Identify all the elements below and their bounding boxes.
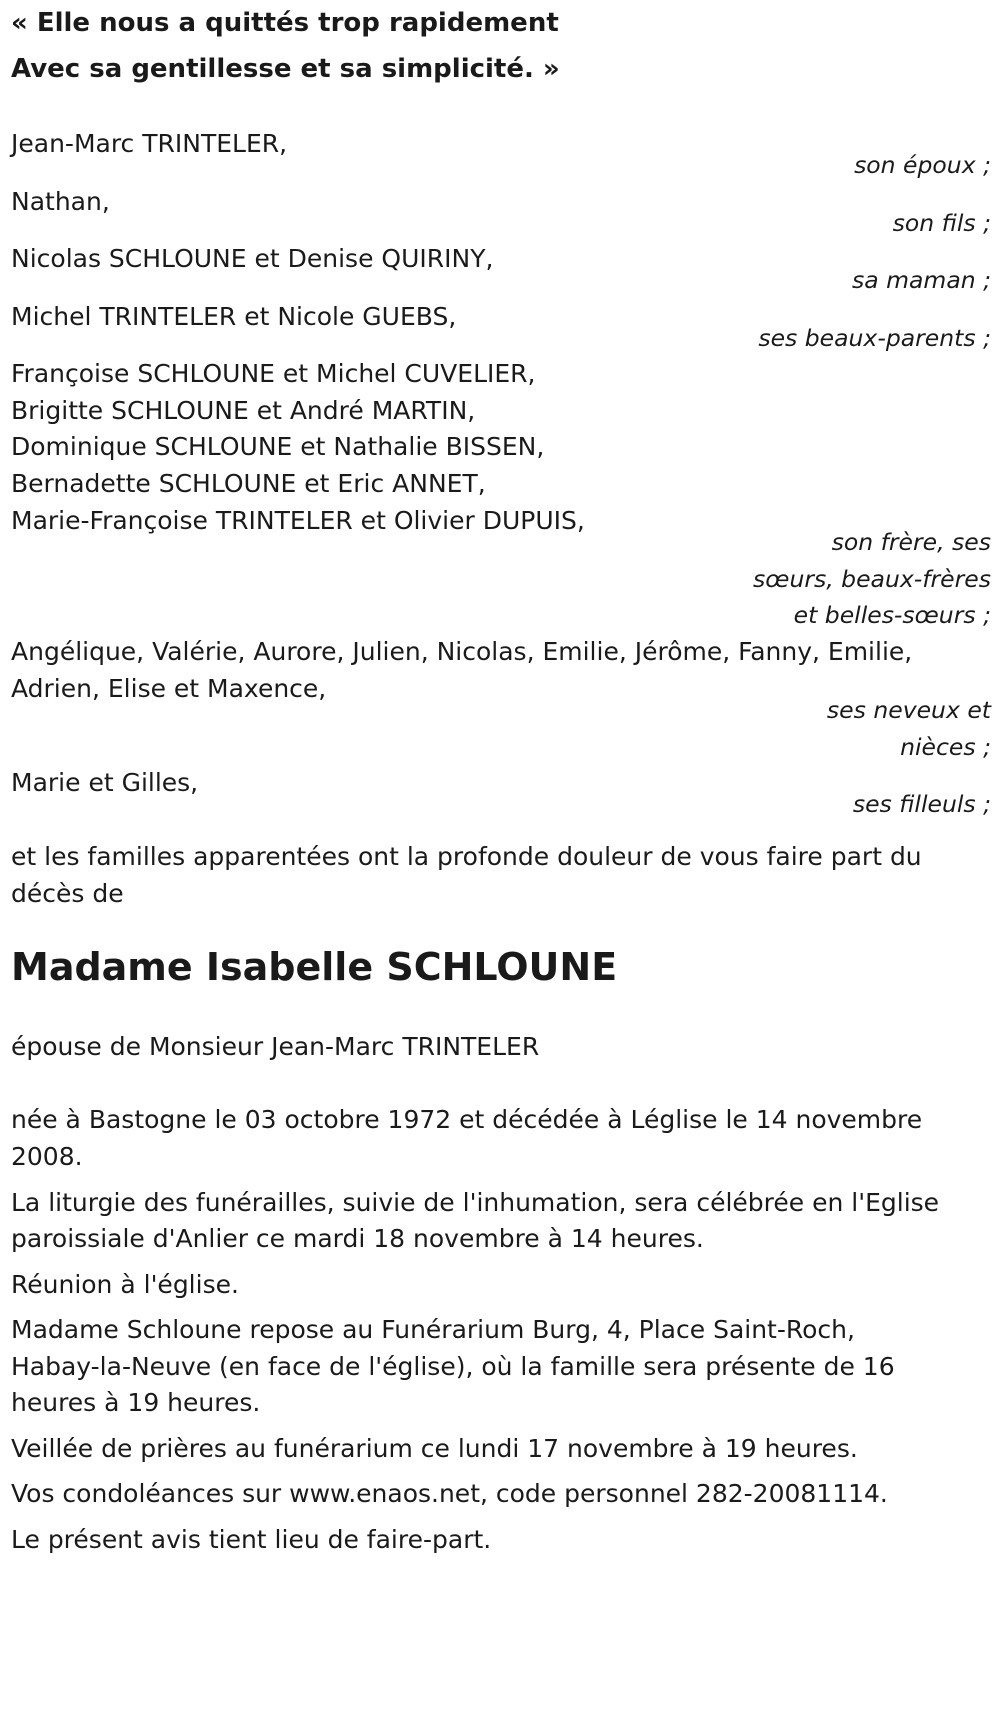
liturgy-line-1: La liturgie des funérailles, suivie de l'inhumation, sera célébrée en l'Eglise [11,1188,940,1217]
family-name-line: Dominique SCHLOUNE et Nathalie BISSEN, [11,432,545,461]
family-name-line: Angélique, Valérie, Aurore, Julien, Nicolas, Emilie, Jérôme, Fanny, Emilie, [11,637,913,666]
family-relation: ses beaux-parents ; [758,324,991,352]
deceased-name: Madame Isabelle SCHLOUNE [11,945,618,989]
condolences-line: Vos condoléances sur www.enaos.net, code personnel 282-20081114. [11,1479,888,1508]
family-relation: ses filleuls ; [852,790,991,818]
notice-line: Le présent avis tient lieu de faire-part. [11,1525,492,1554]
spouse-line: épouse de Monsieur Jean-Marc TRINTELER [11,1032,540,1061]
announcement-line-1: et les familles apparentées ont la profonde douleur de vous faire part du [11,842,922,871]
repose-line-2: Habay-la-Neuve (en face de l'église), où la famille sera présente de 16 [11,1352,895,1381]
family-relation: son frère, ses [831,528,991,556]
epigraph-line-2: Avec sa gentillesse et sa simplicité. » [11,54,560,84]
birth-death-line-1: née à Bastogne le 03 octobre 1972 et décédée à Léglise le 14 novembre [11,1105,923,1134]
family-relation: son époux ; [854,151,991,179]
liturgy-line-2: paroissiale d'Anlier ce mardi 18 novembre à 14 heures. [11,1224,704,1253]
repose-line-3: heures à 19 heures. [11,1388,261,1417]
family-relation: nièces ; [900,733,991,761]
repose-line-1: Madame Schloune repose au Funérarium Burg, 4, Place Saint-Roch, [11,1315,855,1344]
family-name-line: Marie et Gilles, [11,768,199,797]
epigraph-line-1: « Elle nous a quittés trop rapidement [11,8,559,38]
family-name-line: Adrien, Elise et Maxence, [11,674,327,703]
family-name-line: Bernadette SCHLOUNE et Eric ANNET, [11,469,486,498]
family-name-line: Françoise SCHLOUNE et Michel CUVELIER, [11,359,536,388]
birth-death-line-2: 2008. [11,1142,83,1171]
family-name-line: Nathan, [11,187,110,216]
family-name-line: Michel TRINTELER et Nicole GUEBS, [11,302,457,331]
family-relation: sa maman ; [852,266,991,294]
family-relation: sœurs, beaux-frères [753,565,991,593]
family-name-line: Marie-Françoise TRINTELER et Olivier DUPUIS, [11,506,585,535]
family-name-line: Brigitte SCHLOUNE et André MARTIN, [11,396,476,425]
family-relation: son fils ; [892,209,991,237]
vigil-line: Veillée de prières au funérarium ce lundi 17 novembre à 19 heures. [11,1434,858,1463]
announcement-line-2: décès de [11,879,124,908]
family-name-line: Jean-Marc TRINTELER, [11,129,288,158]
family-name-line: Nicolas SCHLOUNE et Denise QUIRINY, [11,244,494,273]
meeting-line: Réunion à l'église. [11,1270,239,1299]
family-relation: ses neveux et [826,696,991,724]
family-relation: et belles-sœurs ; [793,601,991,629]
